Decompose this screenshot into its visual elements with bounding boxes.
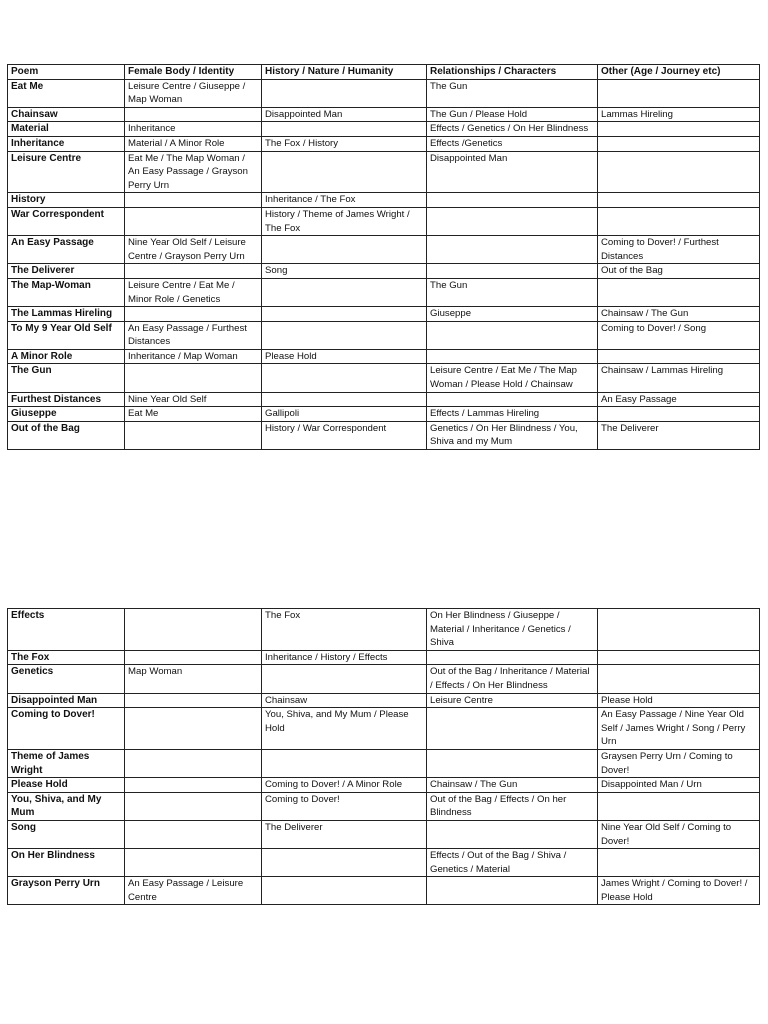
poem-name-cell: Chainsaw [8,107,125,122]
female-body-identity-cell [125,207,262,235]
female-body-identity-cell [125,792,262,820]
history-nature-humanity-cell: History / Theme of James Wright / The Fox [262,207,427,235]
female-body-identity-cell [125,364,262,392]
poem-name-cell: The Map-Woman [8,278,125,306]
female-body-identity-cell [125,749,262,777]
history-nature-humanity-cell: Song [262,264,427,279]
history-nature-humanity-cell [262,665,427,693]
history-nature-humanity-cell: Gallipoli [262,407,427,422]
female-body-identity-cell [125,193,262,208]
relationships-characters-cell [427,749,598,777]
history-nature-humanity-cell [262,321,427,349]
other-age-journey-cell [598,650,760,665]
poem-name-cell: To My 9 Year Old Self [8,321,125,349]
poem-name-cell: Song [8,820,125,848]
female-body-identity-cell [125,820,262,848]
other-age-journey-cell [598,609,760,651]
other-age-journey-cell: Coming to Dover! / Song [598,321,760,349]
table-row [8,792,760,820]
other-age-journey-cell: Chainsaw / The Gun [598,307,760,322]
table-row [8,693,760,708]
other-age-journey-cell: An Easy Passage / Nine Year Old Self / James Wright / Song / Perry Urn [598,708,760,750]
other-age-journey-cell [598,151,760,193]
other-age-journey-cell [598,207,760,235]
history-nature-humanity-cell: The Fox [262,609,427,651]
poem-name-cell: Out of the Bag [8,421,125,449]
table-row [8,122,760,137]
relationships-characters-cell: Out of the Bag / Inheritance / Material / Effects / On Her Blindness [427,665,598,693]
table-row [8,107,760,122]
female-body-identity-cell [125,107,262,122]
relationships-characters-cell: Effects / Genetics / On Her Blindness [427,122,598,137]
poem-name-cell: A Minor Role [8,349,125,364]
female-body-identity-cell: An Easy Passage / Leisure Centre [125,877,262,905]
relationships-characters-cell: Giuseppe [427,307,598,322]
poem-name-cell: Grayson Perry Urn [8,877,125,905]
poem-name-cell: Genetics [8,665,125,693]
history-nature-humanity-cell: History / War Correspondent [262,421,427,449]
header-cell-female-body-identity: Female Body / Identity [125,65,262,80]
other-age-journey-cell [598,665,760,693]
table-row [8,421,760,449]
female-body-identity-cell [125,778,262,793]
header-cell-history-nature-humanity: History / Nature / Humanity [262,65,427,80]
poem-name-cell: Giuseppe [8,407,125,422]
poem-name-cell: Disappointed Man [8,693,125,708]
relationships-characters-cell: Effects / Lammas Hireling [427,407,598,422]
table-row [8,650,760,665]
poem-links-table-top [7,64,760,450]
history-nature-humanity-cell [262,307,427,322]
other-age-journey-cell [598,136,760,151]
table-row [8,193,760,208]
table-row [8,207,760,235]
other-age-journey-cell: Coming to Dover! / Furthest Distances [598,236,760,264]
relationships-characters-cell: Leisure Centre [427,693,598,708]
history-nature-humanity-cell [262,79,427,107]
relationships-characters-cell [427,193,598,208]
other-age-journey-cell: Lammas Hireling [598,107,760,122]
relationships-characters-cell: The Gun [427,278,598,306]
table-row [8,349,760,364]
poem-name-cell: The Gun [8,364,125,392]
relationships-characters-cell [427,877,598,905]
header-cell-relationships-characters: Relationships / Characters [427,65,598,80]
other-age-journey-cell [598,407,760,422]
female-body-identity-cell [125,849,262,877]
relationships-characters-cell: Leisure Centre / Eat Me / The Map Woman / Please Hold / Chainsaw [427,364,598,392]
poem-name-cell: Leisure Centre [8,151,125,193]
female-body-identity-cell [125,264,262,279]
header-row [8,65,760,80]
poem-name-cell: War Correspondent [8,207,125,235]
female-body-identity-cell: Eat Me / The Map Woman / An Easy Passage / Grayson Perry Urn [125,151,262,193]
relationships-characters-cell: Chainsaw / The Gun [427,778,598,793]
relationships-characters-cell [427,650,598,665]
relationships-characters-cell: The Gun / Please Hold [427,107,598,122]
table-row [8,278,760,306]
female-body-identity-cell: Inheritance / Map Woman [125,349,262,364]
table-row [8,321,760,349]
female-body-identity-cell [125,421,262,449]
poem-name-cell: The Fox [8,650,125,665]
other-age-journey-cell: Graysen Perry Urn / Coming to Dover! [598,749,760,777]
table-row [8,151,760,193]
table-row [8,307,760,322]
poem-name-cell: You, Shiva, and My Mum [8,792,125,820]
history-nature-humanity-cell: Inheritance / The Fox [262,193,427,208]
poem-name-cell: Eat Me [8,79,125,107]
female-body-identity-cell: Material / A Minor Role [125,136,262,151]
table-row [8,849,760,877]
other-age-journey-cell [598,193,760,208]
female-body-identity-cell: Inheritance [125,122,262,137]
female-body-identity-cell [125,307,262,322]
other-age-journey-cell: An Easy Passage [598,392,760,407]
poem-name-cell: Theme of James Wright [8,749,125,777]
history-nature-humanity-cell: Coming to Dover! / A Minor Role [262,778,427,793]
other-age-journey-cell [598,349,760,364]
table-row [8,609,760,651]
other-age-journey-cell [598,849,760,877]
poem-name-cell: Coming to Dover! [8,708,125,750]
table-bottom-body [8,609,760,905]
female-body-identity-cell: Nine Year Old Self / Leisure Centre / Grayson Perry Urn [125,236,262,264]
history-nature-humanity-cell: The Fox / History [262,136,427,151]
header-cell-other-age-journey: Other (Age / Journey etc) [598,65,760,80]
history-nature-humanity-cell: Coming to Dover! [262,792,427,820]
poem-name-cell: An Easy Passage [8,236,125,264]
poem-name-cell: On Her Blindness [8,849,125,877]
poem-name-cell: The Lammas Hireling [8,307,125,322]
relationships-characters-cell [427,349,598,364]
table-row [8,364,760,392]
poem-name-cell: Please Hold [8,778,125,793]
history-nature-humanity-cell: Inheritance / History / Effects [262,650,427,665]
other-age-journey-cell [598,792,760,820]
history-nature-humanity-cell: Please Hold [262,349,427,364]
table-row [8,820,760,848]
relationships-characters-cell [427,236,598,264]
table-row [8,79,760,107]
female-body-identity-cell: An Easy Passage / Furthest Distances [125,321,262,349]
other-age-journey-cell [598,278,760,306]
relationships-characters-cell [427,392,598,407]
female-body-identity-cell: Nine Year Old Self [125,392,262,407]
poem-name-cell: The Deliverer [8,264,125,279]
relationships-characters-cell: Effects / Out of the Bag / Shiva / Genetics / Material [427,849,598,877]
history-nature-humanity-cell [262,151,427,193]
table-row [8,877,760,905]
other-age-journey-cell: James Wright / Coming to Dover! / Please Hold [598,877,760,905]
other-age-journey-cell: Nine Year Old Self / Coming to Dover! [598,820,760,848]
relationships-characters-cell: Out of the Bag / Effects / On her Blindness [427,792,598,820]
female-body-identity-cell [125,609,262,651]
table-row [8,236,760,264]
poem-name-cell: Inheritance [8,136,125,151]
table-row [8,136,760,151]
relationships-characters-cell: Disappointed Man [427,151,598,193]
relationships-characters-cell [427,207,598,235]
history-nature-humanity-cell: You, Shiva, and My Mum / Please Hold [262,708,427,750]
history-nature-humanity-cell [262,122,427,137]
female-body-identity-cell: Leisure Centre / Eat Me / Minor Role / Genetics [125,278,262,306]
history-nature-humanity-cell [262,364,427,392]
history-nature-humanity-cell [262,877,427,905]
poem-links-table-bottom [7,608,760,905]
poem-name-cell: Furthest Distances [8,392,125,407]
female-body-identity-cell [125,708,262,750]
other-age-journey-cell: Chainsaw / Lammas Hireling [598,364,760,392]
relationships-characters-cell: On Her Blindness / Giuseppe / Material / Inheritance / Genetics / Shiva [427,609,598,651]
other-age-journey-cell [598,79,760,107]
history-nature-humanity-cell: The Deliverer [262,820,427,848]
poem-name-cell: Material [8,122,125,137]
table-row [8,778,760,793]
history-nature-humanity-cell [262,392,427,407]
table-row [8,407,760,422]
table-top-body [8,65,760,450]
female-body-identity-cell: Eat Me [125,407,262,422]
relationships-characters-cell: The Gun [427,79,598,107]
history-nature-humanity-cell: Disappointed Man [262,107,427,122]
relationships-characters-cell [427,708,598,750]
relationships-characters-cell: Effects /Genetics [427,136,598,151]
female-body-identity-cell: Leisure Centre / Giuseppe / Map Woman [125,79,262,107]
relationships-characters-cell: Genetics / On Her Blindness / You, Shiva and my Mum [427,421,598,449]
female-body-identity-cell: Map Woman [125,665,262,693]
other-age-journey-cell: Please Hold [598,693,760,708]
poem-name-cell: Effects [8,609,125,651]
relationships-characters-cell [427,820,598,848]
history-nature-humanity-cell: Chainsaw [262,693,427,708]
history-nature-humanity-cell [262,849,427,877]
table-row [8,392,760,407]
header-cell-poem: Poem [8,65,125,80]
history-nature-humanity-cell [262,749,427,777]
other-age-journey-cell: Disappointed Man / Urn [598,778,760,793]
female-body-identity-cell [125,693,262,708]
relationships-characters-cell [427,264,598,279]
other-age-journey-cell: Out of the Bag [598,264,760,279]
table-row [8,665,760,693]
female-body-identity-cell [125,650,262,665]
table-row [8,708,760,750]
history-nature-humanity-cell [262,278,427,306]
table-row [8,264,760,279]
history-nature-humanity-cell [262,236,427,264]
other-age-journey-cell [598,122,760,137]
relationships-characters-cell [427,321,598,349]
table-row [8,749,760,777]
poem-name-cell: History [8,193,125,208]
other-age-journey-cell: The Deliverer [598,421,760,449]
